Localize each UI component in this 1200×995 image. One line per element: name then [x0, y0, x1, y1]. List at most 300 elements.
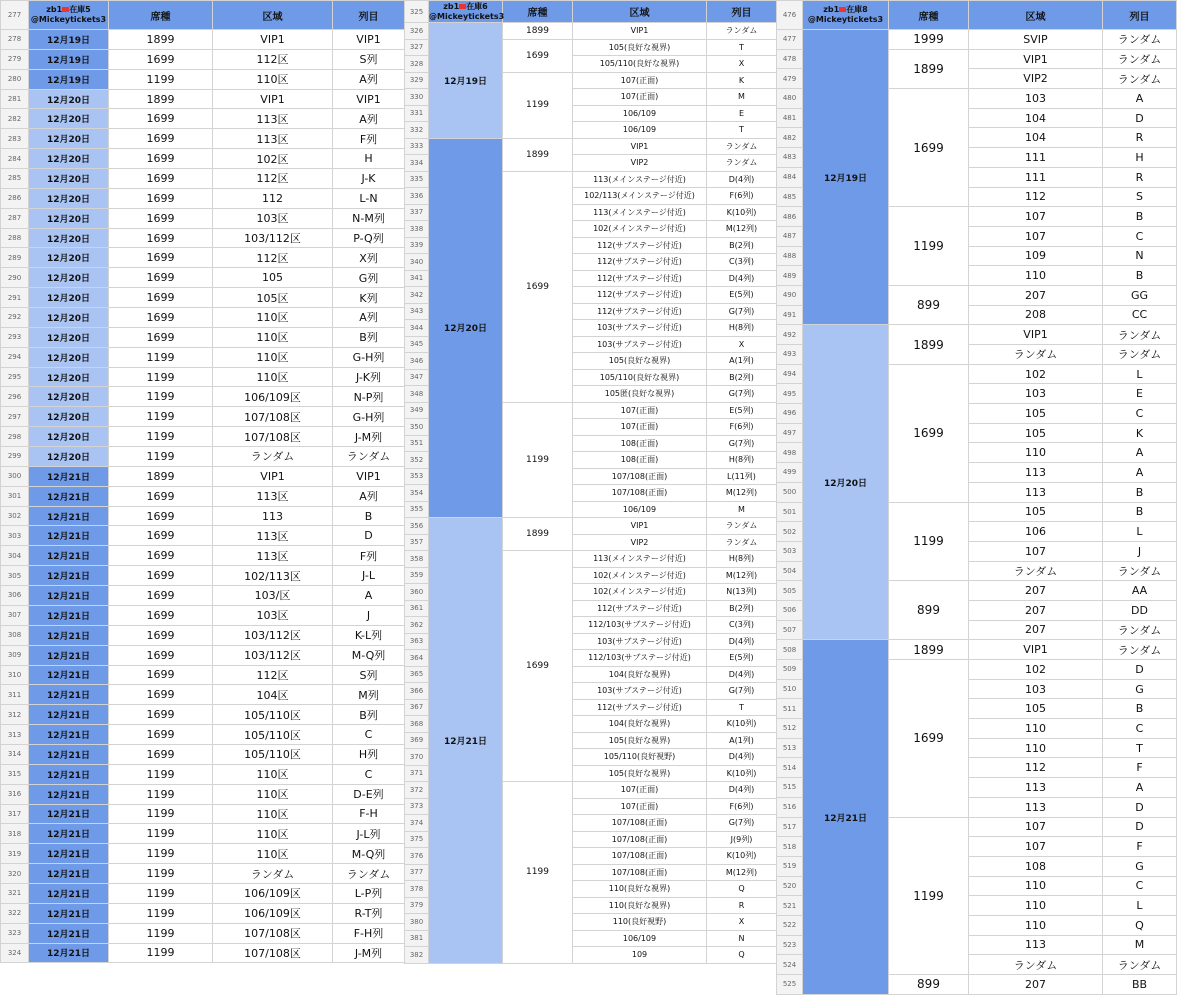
area-cell: 107	[969, 207, 1103, 227]
seat-price-cell: 1699	[109, 149, 213, 169]
date-cell: 12月21日	[29, 605, 109, 625]
row-number: 316	[1, 784, 29, 804]
area-cell: 110	[969, 266, 1103, 286]
area-cell: 105(良好な視界)	[573, 39, 707, 56]
seat-price-cell: 1199	[109, 427, 213, 447]
seat-price-cell: 1199	[109, 824, 213, 844]
area-cell: 110区	[213, 308, 333, 328]
table-row	[1, 387, 405, 407]
date-cell: 12月21日	[29, 506, 109, 526]
area-cell: 107(正面)	[573, 72, 707, 89]
row-label-cell: J	[1103, 541, 1177, 561]
area-cell: 105区	[213, 288, 333, 308]
row-label-cell: G(7列)	[707, 815, 777, 832]
row-label-cell: A列	[333, 486, 405, 506]
row-label-cell: ランダム	[1103, 49, 1177, 69]
row-label-cell: L	[1103, 522, 1177, 542]
date-cell: 12月20日	[29, 407, 109, 427]
area-cell: 103/112区	[213, 645, 333, 665]
date-cell: 12月21日	[29, 486, 109, 506]
col-header-area: 区域	[969, 1, 1103, 30]
seat-price-cell: 1699	[109, 228, 213, 248]
row-number: 314	[1, 744, 29, 764]
date-cell: 12月20日	[29, 149, 109, 169]
area-cell: 102区	[213, 149, 333, 169]
date-cell: 12月20日	[29, 188, 109, 208]
area-cell: 110	[969, 719, 1103, 739]
row-number: 297	[1, 407, 29, 427]
area-cell: 105/110区	[213, 705, 333, 725]
date-cell: 12月21日	[29, 784, 109, 804]
row-number: 333	[405, 138, 429, 155]
seat-price-cell: 1199	[889, 817, 969, 975]
row-label-cell: K列	[333, 288, 405, 308]
row-number: 368	[405, 716, 429, 733]
row-label-cell: X	[707, 336, 777, 353]
seat-price-cell: 1199	[109, 923, 213, 943]
date-cell: 12月20日	[29, 367, 109, 387]
row-number: 361	[405, 600, 429, 617]
seat-price-cell: 1199	[889, 502, 969, 581]
table-row	[1, 89, 405, 109]
seat-price-cell: 1199	[109, 864, 213, 884]
row-number: 304	[1, 546, 29, 566]
date-cell: 12月21日	[29, 903, 109, 923]
date-cell: 12月21日	[29, 665, 109, 685]
row-number: 479	[777, 69, 803, 89]
row-number: 490	[777, 285, 803, 305]
seat-price-cell: 1899	[889, 640, 969, 660]
seat-price-cell: 1699	[109, 526, 213, 546]
seat-price-cell: 1699	[109, 169, 213, 189]
row-number: 303	[1, 526, 29, 546]
area-cell: 108(正面)	[573, 452, 707, 469]
seat-price-cell: 1699	[503, 551, 573, 782]
row-number: 302	[1, 506, 29, 526]
row-label-cell: J-M列	[333, 427, 405, 447]
sheet-title-zb1: zb1	[46, 5, 63, 14]
area-cell: 105/110(良好視野)	[573, 749, 707, 766]
area-cell: 102/113区	[213, 566, 333, 586]
row-label-cell: B列	[333, 327, 405, 347]
row-label-cell: N-P列	[333, 387, 405, 407]
row-label-cell: G-H列	[333, 347, 405, 367]
row-number: 355	[405, 501, 429, 518]
seat-price-cell: 1699	[109, 49, 213, 69]
row-number: 380	[405, 914, 429, 931]
date-cell: 12月21日	[29, 943, 109, 963]
area-cell: 103(サブステージ付近)	[573, 336, 707, 353]
area-cell: 103区	[213, 605, 333, 625]
area-cell: 106/109区	[213, 387, 333, 407]
seat-price-cell: 1699	[109, 109, 213, 129]
table-row	[1, 30, 405, 50]
date-cell: 12月19日	[429, 23, 503, 139]
row-number: 492	[777, 325, 803, 345]
row-label-cell: D(4列)	[707, 270, 777, 287]
area-cell: 112区	[213, 248, 333, 268]
row-label-cell: G列	[333, 268, 405, 288]
area-cell: 104(良好な視界)	[573, 666, 707, 683]
table-row	[1, 844, 405, 864]
row-number: 510	[777, 679, 803, 699]
row-number: 315	[1, 764, 29, 784]
row-number: 353	[405, 468, 429, 485]
date-cell: 12月21日	[29, 645, 109, 665]
row-label-cell: D-E列	[333, 784, 405, 804]
inventory-sheet-6	[404, 0, 776, 963]
row-label-cell: ランダム	[1103, 640, 1177, 660]
row-number: 298	[1, 427, 29, 447]
row-number: 284	[1, 149, 29, 169]
area-cell: 103/112区	[213, 228, 333, 248]
date-cell: 12月20日	[29, 268, 109, 288]
area-cell: 113	[969, 463, 1103, 483]
area-cell: VIP1	[573, 518, 707, 535]
area-cell: 107/108区	[213, 407, 333, 427]
date-cell: 12月20日	[29, 447, 109, 467]
table-row	[777, 30, 1177, 50]
row-label-cell: VIP1	[333, 30, 405, 50]
seat-price-cell: 1199	[109, 903, 213, 923]
area-cell: 113(メインステージ付近)	[573, 171, 707, 188]
row-label-cell: ランダム	[1103, 69, 1177, 89]
area-cell: 107/108(正面)	[573, 485, 707, 502]
row-number: 309	[1, 645, 29, 665]
row-label-cell: R	[1103, 167, 1177, 187]
row-label-cell: ランダム	[1103, 955, 1177, 975]
area-cell: 110	[969, 896, 1103, 916]
row-label-cell: E	[707, 105, 777, 122]
row-label-cell: Q	[707, 947, 777, 964]
table-row	[405, 23, 777, 40]
row-number: 308	[1, 625, 29, 645]
table-row	[1, 268, 405, 288]
area-cell: 102(メインステージ付近)	[573, 584, 707, 601]
area-cell: ランダム	[213, 864, 333, 884]
row-label-cell: M-Q列	[333, 844, 405, 864]
area-cell: 105匿(良好な視界)	[573, 386, 707, 403]
area-cell: 107/108(正面)	[573, 831, 707, 848]
row-label-cell: F列	[333, 546, 405, 566]
row-label-cell: M(12列)	[707, 567, 777, 584]
row-number: 489	[777, 266, 803, 286]
area-cell: SVIP	[969, 30, 1103, 50]
row-label-cell: B	[1103, 266, 1177, 286]
row-number: 519	[777, 856, 803, 876]
area-cell: 107/108区	[213, 923, 333, 943]
seat-price-cell: 899	[889, 285, 969, 324]
date-cell: 12月21日	[29, 864, 109, 884]
row-label-cell: H	[333, 149, 405, 169]
date-cell: 12月20日	[29, 169, 109, 189]
row-label-cell: H(8列)	[707, 551, 777, 568]
row-number: 364	[405, 650, 429, 667]
row-number: 287	[1, 208, 29, 228]
area-cell: ランダム	[969, 345, 1103, 365]
table-row	[1, 228, 405, 248]
area-cell: 102	[969, 660, 1103, 680]
area-cell: 113(メインステージ付近)	[573, 204, 707, 221]
seat-price-cell: 1199	[109, 387, 213, 407]
row-number: 350	[405, 419, 429, 436]
date-cell: 12月20日	[29, 208, 109, 228]
row-number: 306	[1, 586, 29, 606]
row-number: 281	[1, 89, 29, 109]
row-label-cell: M(12列)	[707, 221, 777, 238]
row-label-cell: B(2列)	[707, 369, 777, 386]
row-number: 482	[777, 128, 803, 148]
col-header-row: 列目	[707, 1, 777, 23]
area-cell: 103	[969, 384, 1103, 404]
area-cell: 105(良好な視界)	[573, 732, 707, 749]
date-cell: 12月21日	[29, 923, 109, 943]
row-label-cell: A	[1103, 463, 1177, 483]
area-cell: 107/108(正面)	[573, 468, 707, 485]
row-label-cell: J-M列	[333, 943, 405, 963]
row-number: 335	[405, 171, 429, 188]
area-cell: VIP1	[573, 23, 707, 40]
row-label-cell: B	[1103, 207, 1177, 227]
row-label-cell: M	[707, 501, 777, 518]
seat-price-cell: 1699	[109, 725, 213, 745]
row-number: 342	[405, 287, 429, 304]
date-cell: 12月20日	[29, 387, 109, 407]
table-row	[1, 447, 405, 467]
row-label-cell: C	[1103, 404, 1177, 424]
row-number: 516	[777, 797, 803, 817]
row-label-cell: ランダム	[707, 518, 777, 535]
row-number: 363	[405, 633, 429, 650]
row-number: 286	[1, 188, 29, 208]
row-number: 357	[405, 534, 429, 551]
row-number: 382	[405, 947, 429, 964]
row-number: 334	[405, 155, 429, 172]
row-label-cell: E	[1103, 384, 1177, 404]
row-label-cell: ランダム	[1103, 561, 1177, 581]
row-label-cell: S列	[333, 49, 405, 69]
area-cell: 104	[969, 108, 1103, 128]
col-header-row: 列目	[1103, 1, 1177, 30]
row-number: 494	[777, 364, 803, 384]
table-row	[1, 764, 405, 784]
row-number: 367	[405, 699, 429, 716]
area-cell: 112区	[213, 665, 333, 685]
table-row	[1, 546, 405, 566]
row-label-cell: E(5列)	[707, 402, 777, 419]
row-label-cell: D	[1103, 660, 1177, 680]
row-label-cell: B	[1103, 482, 1177, 502]
table-row	[1, 665, 405, 685]
row-label-cell: K-L列	[333, 625, 405, 645]
row-label-cell: C(3列)	[707, 254, 777, 271]
area-cell: 106/109	[573, 122, 707, 139]
table-row	[1, 883, 405, 903]
seat-price-cell: 1699	[889, 364, 969, 502]
row-number: 296	[1, 387, 29, 407]
row-number: 326	[405, 23, 429, 40]
row-number: 483	[777, 148, 803, 168]
sheet-title-zb1: zb1	[823, 5, 840, 14]
row-number: 344	[405, 320, 429, 337]
row-number: 481	[777, 108, 803, 128]
area-cell: 207	[969, 600, 1103, 620]
row-label-cell: K(10列)	[707, 765, 777, 782]
area-cell: 106/109	[573, 501, 707, 518]
area-cell: VIP2	[969, 69, 1103, 89]
row-label-cell: S列	[333, 665, 405, 685]
row-number: 294	[1, 347, 29, 367]
col-header-seat-type: 席種	[889, 1, 969, 30]
area-cell: 105	[969, 699, 1103, 719]
row-number: 477	[777, 30, 803, 50]
seat-price-cell: 1199	[503, 72, 573, 138]
row-number: 486	[777, 207, 803, 227]
seat-price-cell: 1899	[109, 466, 213, 486]
seat-price-cell: 1699	[109, 586, 213, 606]
row-label-cell: M(12列)	[707, 485, 777, 502]
row-label-cell: ランダム	[707, 534, 777, 551]
row-number-cell: 277	[1, 1, 29, 30]
row-label-cell: G(7列)	[707, 386, 777, 403]
area-cell: 108	[969, 856, 1103, 876]
row-label-cell: A(1列)	[707, 353, 777, 370]
area-cell: 102	[969, 364, 1103, 384]
date-cell: 12月20日	[29, 288, 109, 308]
row-label-cell: Q	[1103, 915, 1177, 935]
row-label-cell: J-L列	[333, 824, 405, 844]
row-label-cell: H(8列)	[707, 320, 777, 337]
area-cell: 107	[969, 837, 1103, 857]
table-row	[405, 138, 777, 155]
table-row	[1, 943, 405, 963]
area-cell: ランダム	[969, 955, 1103, 975]
seat-price-cell: 1699	[503, 39, 573, 72]
row-number: 509	[777, 660, 803, 680]
row-number: 514	[777, 758, 803, 778]
row-number: 352	[405, 452, 429, 469]
row-label-cell: X列	[333, 248, 405, 268]
sheet-title-handle: @Mickeytickets3	[429, 11, 505, 21]
date-cell: 12月21日	[29, 725, 109, 745]
table-row	[1, 903, 405, 923]
table-row	[1, 486, 405, 506]
row-number: 312	[1, 705, 29, 725]
row-number: 340	[405, 254, 429, 271]
seat-price-cell: 1899	[503, 518, 573, 551]
row-label-cell: J-L	[333, 566, 405, 586]
row-number: 502	[777, 522, 803, 542]
row-number: 290	[1, 268, 29, 288]
area-cell: 113	[213, 506, 333, 526]
area-cell: ランダム	[213, 447, 333, 467]
area-cell: 107/108区	[213, 943, 333, 963]
row-label-cell: N	[1103, 246, 1177, 266]
sheet-title-handle: @Mickeytickets3	[807, 15, 884, 24]
date-cell: 12月21日	[29, 744, 109, 764]
row-label-cell: D	[1103, 817, 1177, 837]
table-row	[1, 308, 405, 328]
date-cell: 12月21日	[29, 824, 109, 844]
row-label-cell: D(4列)	[707, 633, 777, 650]
seat-price-cell: 1699	[109, 645, 213, 665]
seat-price-cell: 1999	[889, 30, 969, 50]
row-label-cell: VIP1	[333, 466, 405, 486]
seat-price-cell: 1699	[109, 248, 213, 268]
row-number: 310	[1, 665, 29, 685]
date-cell: 12月19日	[29, 30, 109, 50]
row-number: 317	[1, 804, 29, 824]
area-cell: 207	[969, 620, 1103, 640]
seat-price-cell: 899	[889, 975, 969, 995]
row-label-cell: F-H	[333, 804, 405, 824]
area-cell: 113(メインステージ付近)	[573, 551, 707, 568]
row-label-cell: A列	[333, 69, 405, 89]
seat-price-cell: 1199	[109, 347, 213, 367]
row-label-cell: ランダム	[1103, 325, 1177, 345]
seat-price-cell: 1699	[109, 546, 213, 566]
row-number: 351	[405, 435, 429, 452]
row-label-cell: M列	[333, 685, 405, 705]
area-cell: 112(サブステージ付近)	[573, 600, 707, 617]
row-number: 282	[1, 109, 29, 129]
row-number: 321	[1, 883, 29, 903]
row-number: 501	[777, 502, 803, 522]
area-cell: 107/108(正面)	[573, 864, 707, 881]
row-label-cell: L-N	[333, 188, 405, 208]
row-label-cell: J	[333, 605, 405, 625]
area-cell: 112(サブステージ付近)	[573, 237, 707, 254]
row-number: 329	[405, 72, 429, 89]
row-label-cell: ランダム	[707, 155, 777, 172]
seat-price-cell: 1699	[109, 188, 213, 208]
table-row	[1, 327, 405, 347]
row-label-cell: C	[333, 725, 405, 745]
row-label-cell: T	[707, 39, 777, 56]
row-label-cell: D	[333, 526, 405, 546]
table-row	[1, 804, 405, 824]
row-label-cell: X	[707, 56, 777, 73]
area-cell: 110区	[213, 327, 333, 347]
area-cell: 102(メインステージ付近)	[573, 221, 707, 238]
row-number: 369	[405, 732, 429, 749]
area-cell: 104(良好な視界)	[573, 716, 707, 733]
area-cell: 106/109	[573, 930, 707, 947]
row-number: 377	[405, 864, 429, 881]
area-cell: VIP1	[573, 138, 707, 155]
row-label-cell: L(11列)	[707, 468, 777, 485]
row-label-cell: E(5列)	[707, 650, 777, 667]
area-cell: 105/110(良好な視界)	[573, 369, 707, 386]
seat-price-cell: 1699	[109, 665, 213, 685]
seat-price-cell: 1199	[109, 407, 213, 427]
area-cell: VIP1	[213, 89, 333, 109]
row-number-cell: 476	[777, 1, 803, 30]
row-number: 338	[405, 221, 429, 238]
area-cell: 105(良好な視界)	[573, 765, 707, 782]
inventory-table	[404, 0, 777, 964]
table-row	[1, 586, 405, 606]
row-label-cell: A	[1103, 89, 1177, 109]
seat-price-cell: 1199	[503, 782, 573, 964]
row-label-cell: ランダム	[1103, 345, 1177, 365]
date-cell: 12月21日	[29, 764, 109, 784]
sheet-title-zb1: zb1	[443, 1, 460, 11]
seat-price-cell: 1699	[109, 288, 213, 308]
date-cell: 12月21日	[29, 546, 109, 566]
table-row	[1, 685, 405, 705]
row-number: 313	[1, 725, 29, 745]
